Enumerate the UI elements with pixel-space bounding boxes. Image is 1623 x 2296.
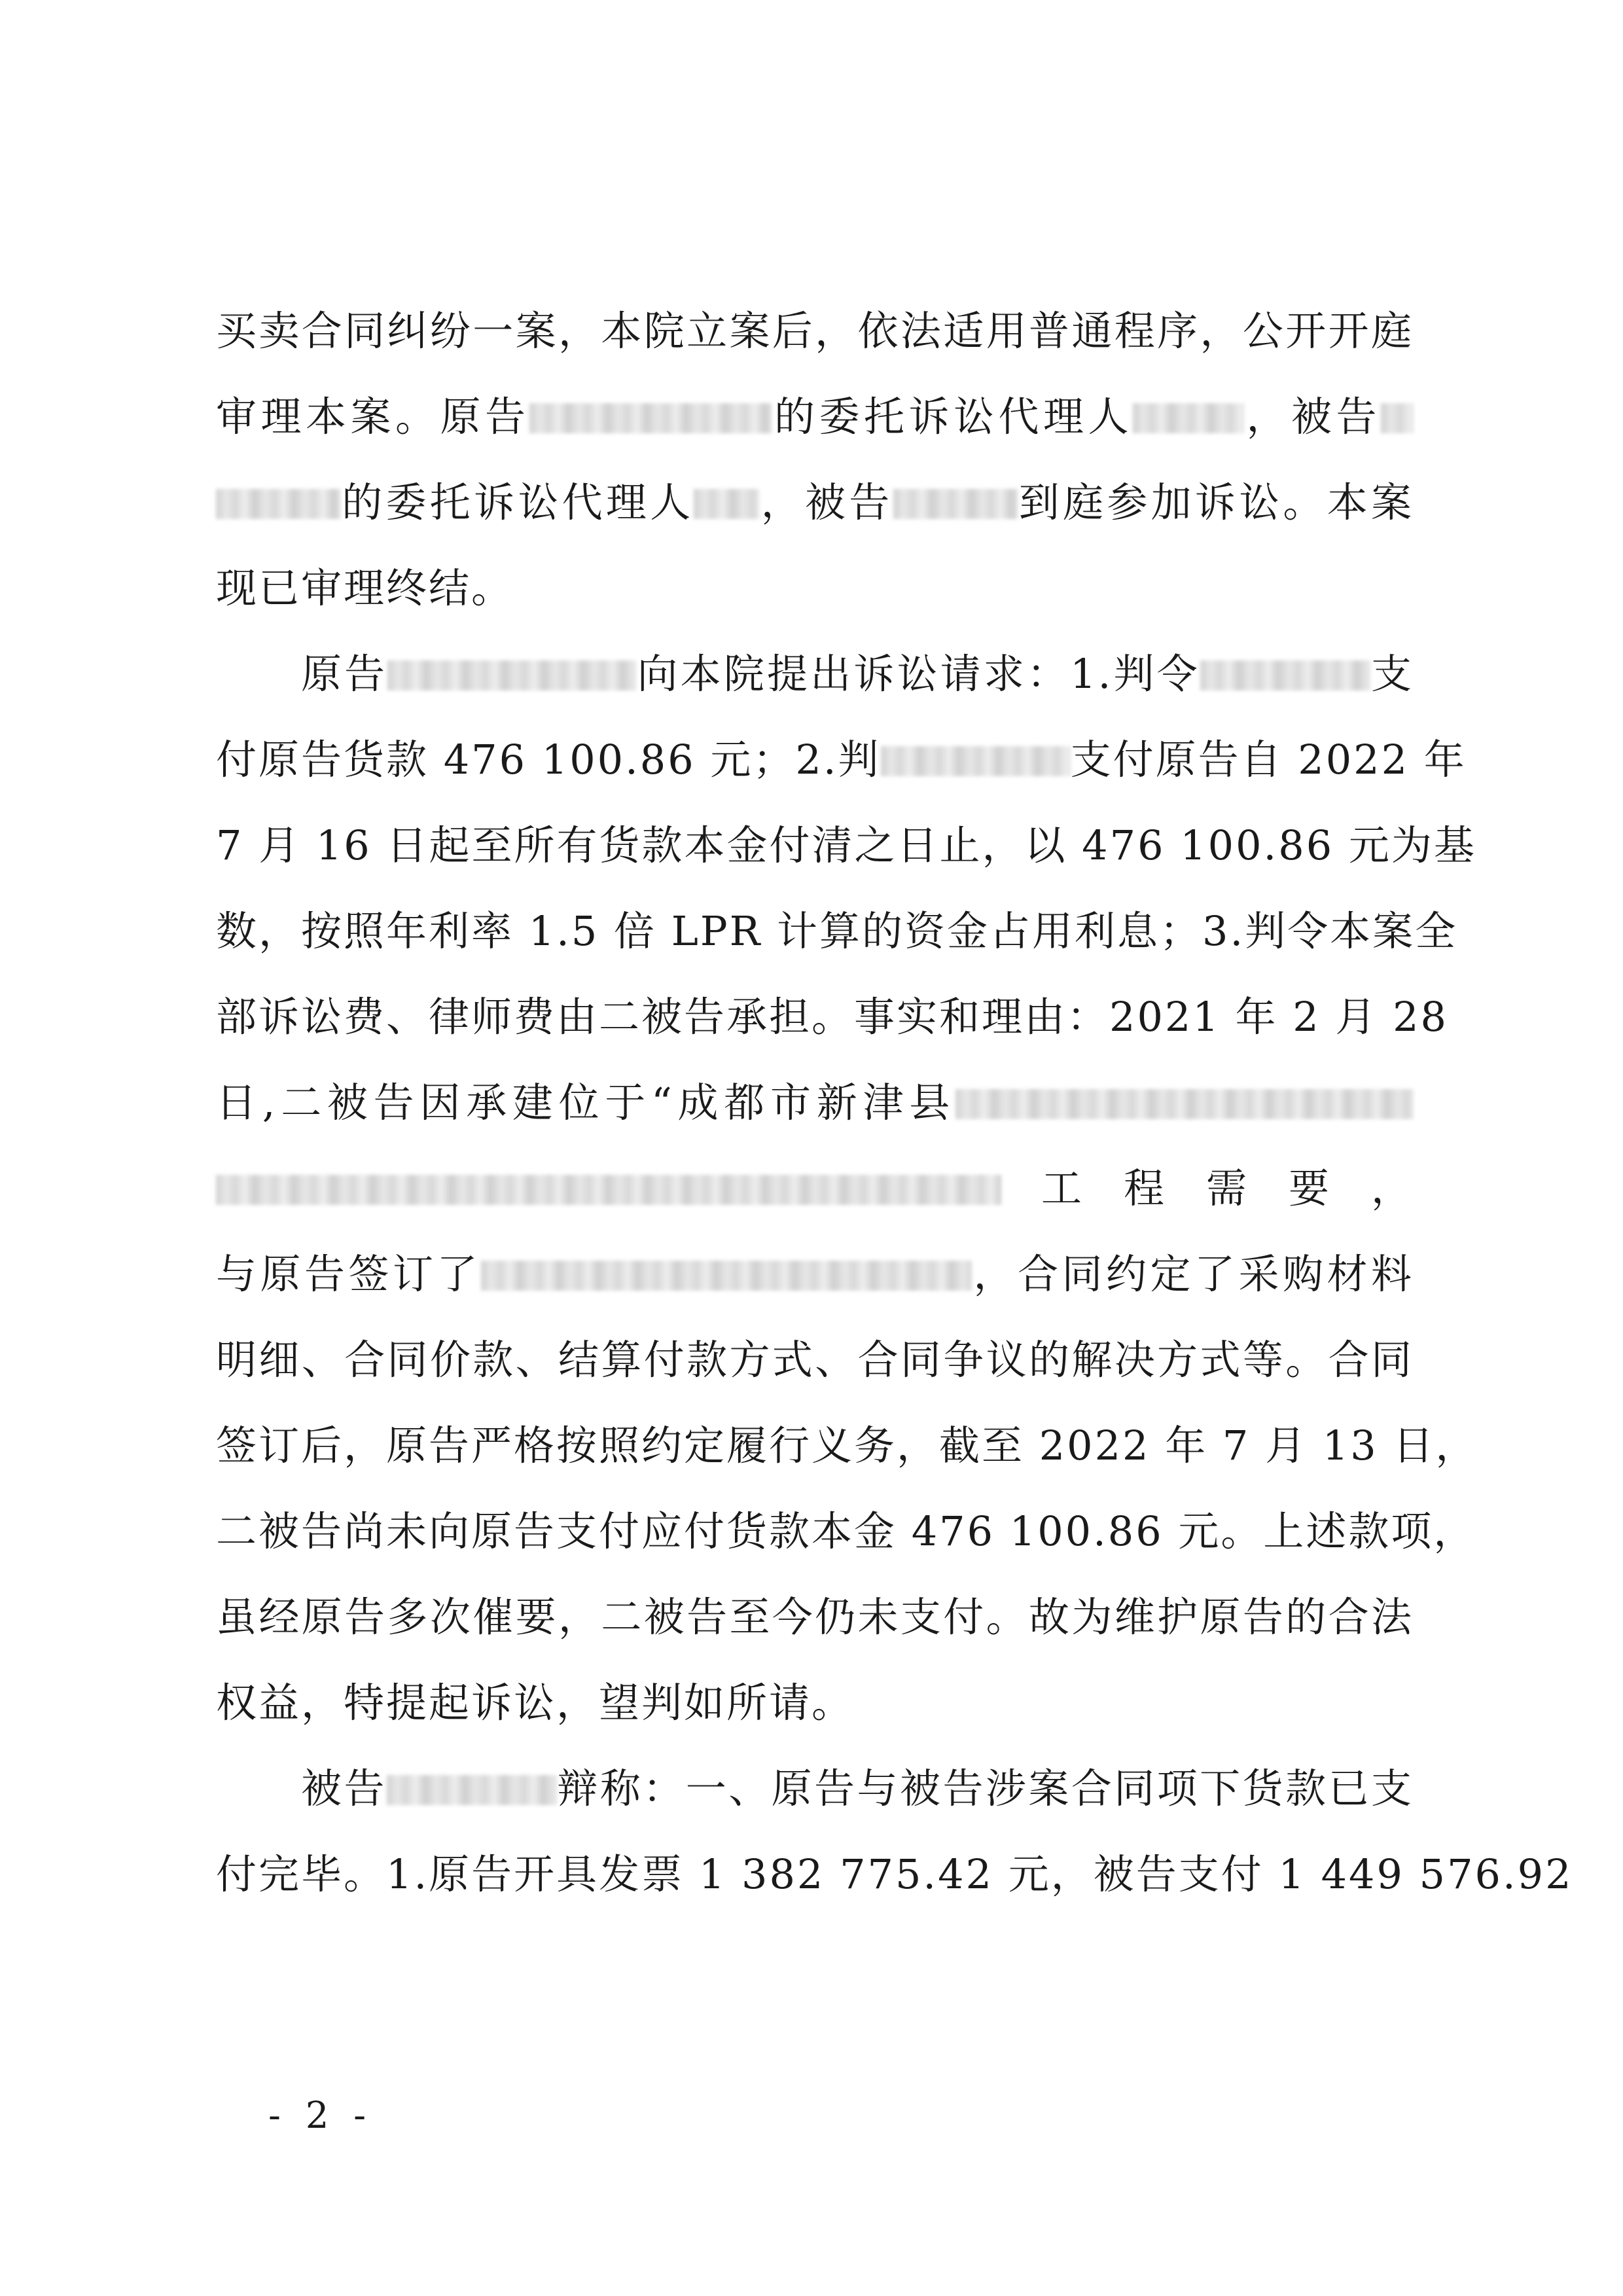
text-segment: 到庭参加诉讼。本案 bbox=[1017, 478, 1414, 526]
text-segment: 的委托诉讼代理人 bbox=[340, 478, 694, 526]
text-segment: ，合同约定了采购材料 bbox=[972, 1250, 1414, 1298]
text-line bbox=[216, 1660, 1414, 1746]
redacted-defendant-name bbox=[881, 746, 1071, 776]
redacted-agent-name bbox=[694, 489, 759, 519]
text-segment: 审理本案。原告 bbox=[216, 393, 530, 440]
text-segment: ，被告 bbox=[759, 478, 893, 526]
text-segment: 签订后，原告严格按照约定履行义务，截至 2022 年 7 月 13 日， bbox=[216, 1422, 1478, 1469]
text-segment: 与原告签订了 bbox=[216, 1250, 481, 1298]
redacted-defendant-name bbox=[1200, 660, 1370, 691]
text-line bbox=[216, 717, 1467, 802]
text-segment: 辩称：一、原告与被告涉案合同项下货款已支 bbox=[556, 1765, 1414, 1812]
text-segment: 7 月 16 日起至所有货款本金付清之日止，以 476 100.86 元为基 bbox=[216, 821, 1476, 869]
redacted-defendant-name bbox=[893, 489, 1018, 519]
text-line bbox=[216, 974, 1448, 1060]
text-line bbox=[216, 288, 1414, 374]
text-segment: 权益，特提起诉讼，望判如所请。 bbox=[216, 1679, 855, 1727]
text-line bbox=[216, 1574, 1414, 1660]
redacted-agent-name bbox=[1133, 403, 1244, 433]
text-segment: 数，按照年利率 1.5 倍 LPR 计算的资金占用利息；3.判令本案全 bbox=[216, 907, 1458, 955]
text-line bbox=[216, 1488, 1476, 1574]
text-segment: 买卖合同纠纷一案，本院立案后，依法适用普通程序，公开开庭 bbox=[216, 307, 1414, 355]
text-line bbox=[216, 459, 1414, 545]
text-segment: 付原告货款 476 100.86 元；2.判 bbox=[216, 736, 881, 783]
text-line bbox=[216, 374, 1414, 459]
text-line bbox=[216, 1060, 1414, 1145]
text-line bbox=[216, 631, 1414, 717]
text-line bbox=[216, 1145, 1414, 1231]
text-segment: 付完毕。1.原告开具发票 1 382 775.42 元，被告支付 1 449 576.92 bbox=[216, 1850, 1573, 1898]
redacted-defendant-name bbox=[387, 1775, 557, 1805]
text-line bbox=[216, 1831, 1573, 1917]
judgment-body bbox=[216, 288, 1573, 1917]
text-segment: 现已审理终结。 bbox=[216, 564, 514, 612]
redacted-project-location bbox=[955, 1089, 1414, 1119]
redacted-project-name bbox=[216, 1175, 1001, 1205]
text-segment: 虽经原告多次催要，二被告至今仍未支付。故为维护原告的合法 bbox=[216, 1593, 1414, 1641]
text-segment: 日,二被告因承建位于“成都市新津县 bbox=[216, 1079, 955, 1126]
text-segment: 的委托诉讼代理人 bbox=[772, 393, 1133, 440]
text-line bbox=[216, 545, 1414, 631]
redacted-defendant-name bbox=[216, 489, 340, 519]
redacted-contract-name bbox=[481, 1261, 972, 1291]
text-segment: ，被告 bbox=[1243, 393, 1381, 440]
text-segment: 明细、合同价款、结算付款方式、合同争议的解决方式等。合同 bbox=[216, 1336, 1414, 1384]
text-line bbox=[216, 802, 1476, 888]
text-segment: 原告 bbox=[301, 650, 388, 698]
text-segment: 二被告尚未向原告支付应付货款本金 476 100.86 元。上述款项， bbox=[216, 1507, 1476, 1555]
text-line bbox=[216, 1317, 1414, 1403]
text-segment: 支 bbox=[1370, 650, 1414, 698]
redacted-plaintiff-name bbox=[387, 660, 636, 691]
text-line bbox=[216, 1231, 1414, 1317]
text-segment: 部诉讼费、律师费由二被告承担。事实和理由：2021 年 2 月 28 bbox=[216, 993, 1448, 1041]
redacted-plaintiff-name bbox=[529, 403, 772, 433]
text-line bbox=[216, 1403, 1478, 1488]
text-segment: 向本院提出诉讼请求：1.判令 bbox=[636, 650, 1200, 698]
text-segment: 工程需要， bbox=[1001, 1164, 1414, 1212]
text-segment: 支付原告自 2022 年 bbox=[1070, 736, 1467, 783]
page-number: - 2 - bbox=[268, 2094, 373, 2137]
redacted-defendant-name bbox=[1381, 403, 1414, 433]
text-line bbox=[216, 1746, 1414, 1831]
text-segment: 被告 bbox=[301, 1765, 387, 1812]
text-line bbox=[216, 888, 1458, 974]
